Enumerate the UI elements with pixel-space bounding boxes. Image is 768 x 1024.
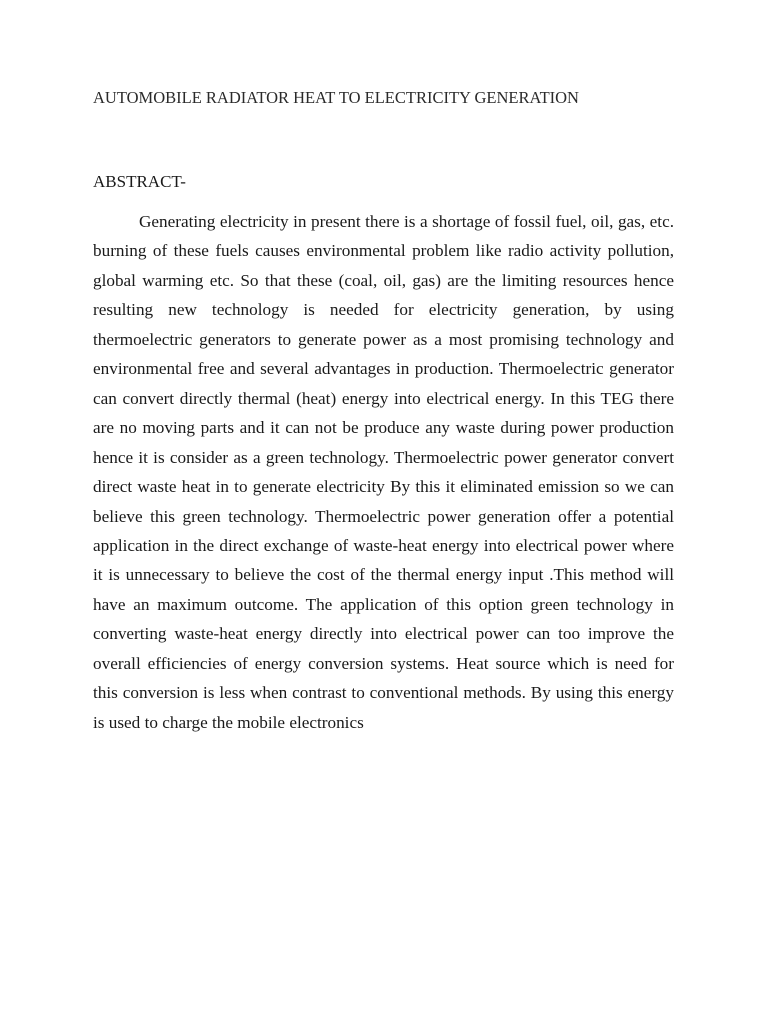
document-title: AUTOMOBILE RADIATOR HEAT TO ELECTRICITY GENERATION	[93, 88, 579, 107]
abstract-heading: ABSTRACT-	[93, 172, 186, 191]
abstract-paragraph: Generating electricity in present there is a shortage of fossil fuel, oil, gas, etc. burning of these fuels causes environmental problem like radio activity pollution, global warming etc. So that these (coal, oil, gas) are the limiting resources hence resulting new technology is needed for electricity generation, by using thermoelectric generators to generate power as a most promising technology and environmental free and several advantages in production. Thermoelectric generator can convert directly thermal (heat) energy into electrical energy. In this TEG there are no moving parts and it can not be produce any waste during power production hence it is consider as a green technology. Thermoelectric power generator convert direct waste heat in to generate electricity By this it eliminated emission so we can believe this green technology. Thermoelectric power generation offer a potential application in the direct exchange of waste-heat energy into electrical power where it is unnecessary to believe the cost of the thermal energy input .This method will have an maximum outcome. The application of this option green technology in converting waste-heat energy directly into electrical power can too improve the overall efficiencies of energy conversion systems. Heat source which is need for this conversion is less when contrast to conventional methods. By using this energy is used to charge the mobile electronics	[93, 212, 674, 732]
